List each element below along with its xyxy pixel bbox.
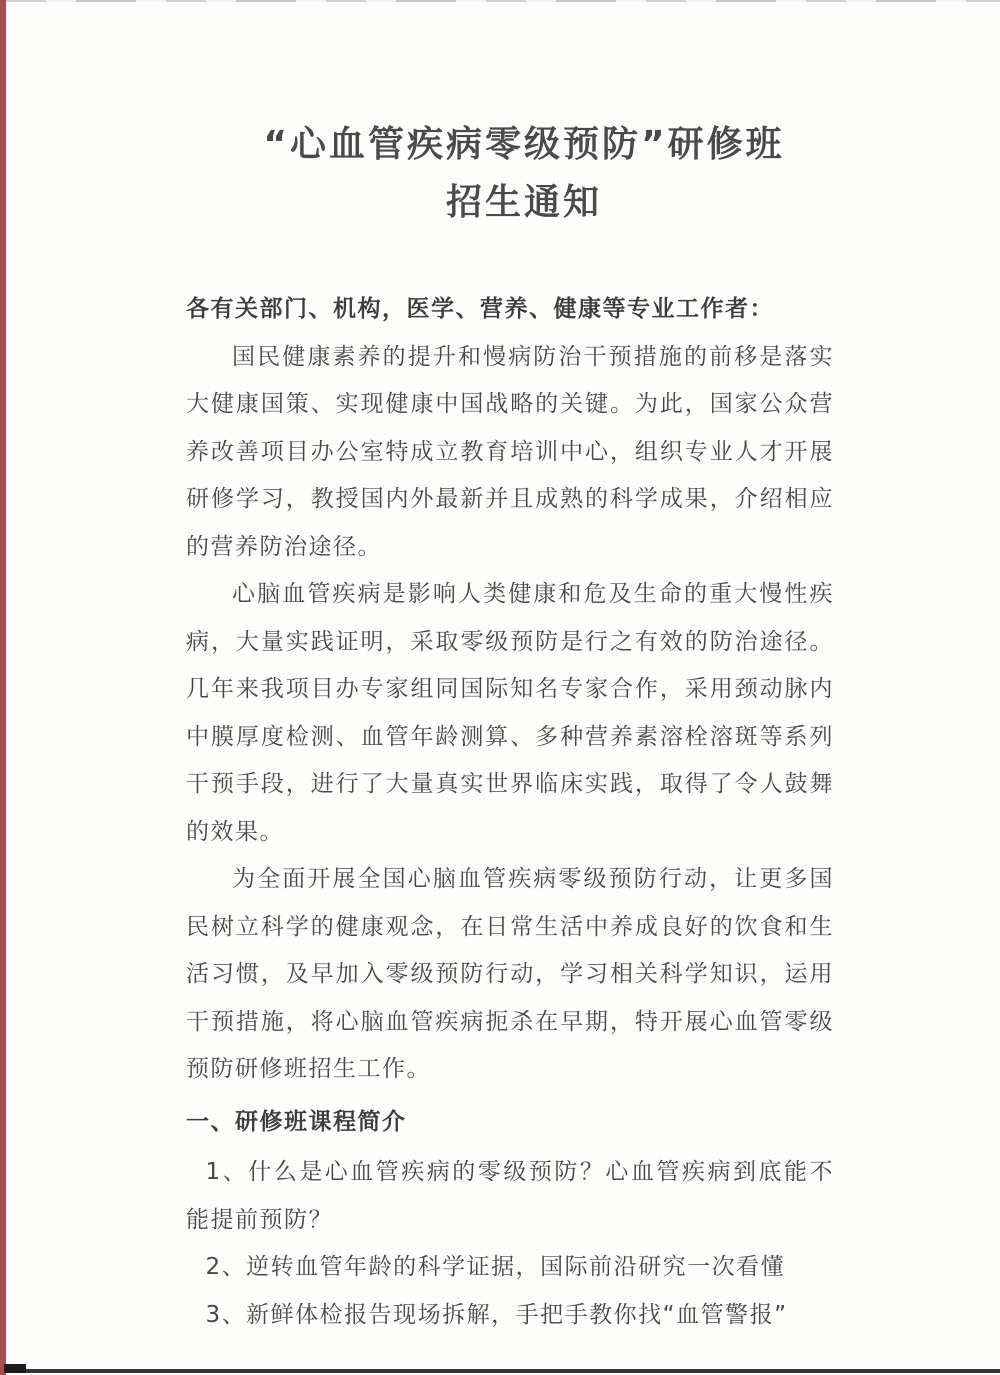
paragraph-2: 心脑血管疾病是影响人类健康和危及生命的重大慢性疾病，大量实践证明，采取零级预防是行之有效的防治途径。几年来我项目办专家组同国际知名专家合作，采用颈动脉内中膜厚度检测、血管年龄测算、多种营养素溶栓溶斑等系列干预手段，进行了大量真实世界临床实践，取得了令人鼓舞的效果。 (186, 581, 834, 845)
document-title (186, 116, 834, 232)
course-item-2: 2、逆转血管年龄的科学证据，国际前沿研究一次看懂 (205, 1254, 786, 1280)
title-line-1: “心血管疾病零级预防”研修班 (263, 124, 785, 165)
section-1-heading: 一、研修班课程简介 (186, 1108, 407, 1135)
course-item-3: 3、新鲜体检报告现场拆解，手把手教你找“血管警报” (205, 1301, 788, 1328)
salutation-line: 各有关部门、机构，医学、营养、健康等专业工作者： (186, 296, 774, 322)
document-content (186, 0, 834, 1339)
scan-artifact-left-binding-strip (0, 0, 6, 1375)
course-item-1: 1、什么是心血管疾病的零级预防？心血管疾病到底能不能提前预防？ (186, 1159, 834, 1233)
paragraph-3: 为全面开展全国心脑血管疾病零级预防行动，让更多国民树立科学的健康观念，在日常生活中养成良好的饮食和生活习惯，及早加入零级预防行动，学习相关科学知识，运用干预措施，将心脑血管疾病扼杀在早期，特开展心血管零级预防研修班招生工作。 (186, 866, 834, 1082)
title-line-2: 招生通知 (445, 182, 602, 223)
paragraph-1: 国民健康素养的提升和慢病防治干预措施的前移是落实大健康国策、实现健康中国战略的关键。为此，国家公众营养改善项目办公室特成立教育培训中心，组织专业人才开展研修学习，教授国内外最新并且成熟的科学成果，介绍相应的营养防治途径。 (186, 343, 834, 560)
scan-artifact-corner-mark (4, 1364, 26, 1373)
document-body (186, 286, 834, 1339)
scan-artifact-bottom-edge (6, 1369, 1000, 1373)
scan-artifact-top-edge (6, 0, 1000, 2)
